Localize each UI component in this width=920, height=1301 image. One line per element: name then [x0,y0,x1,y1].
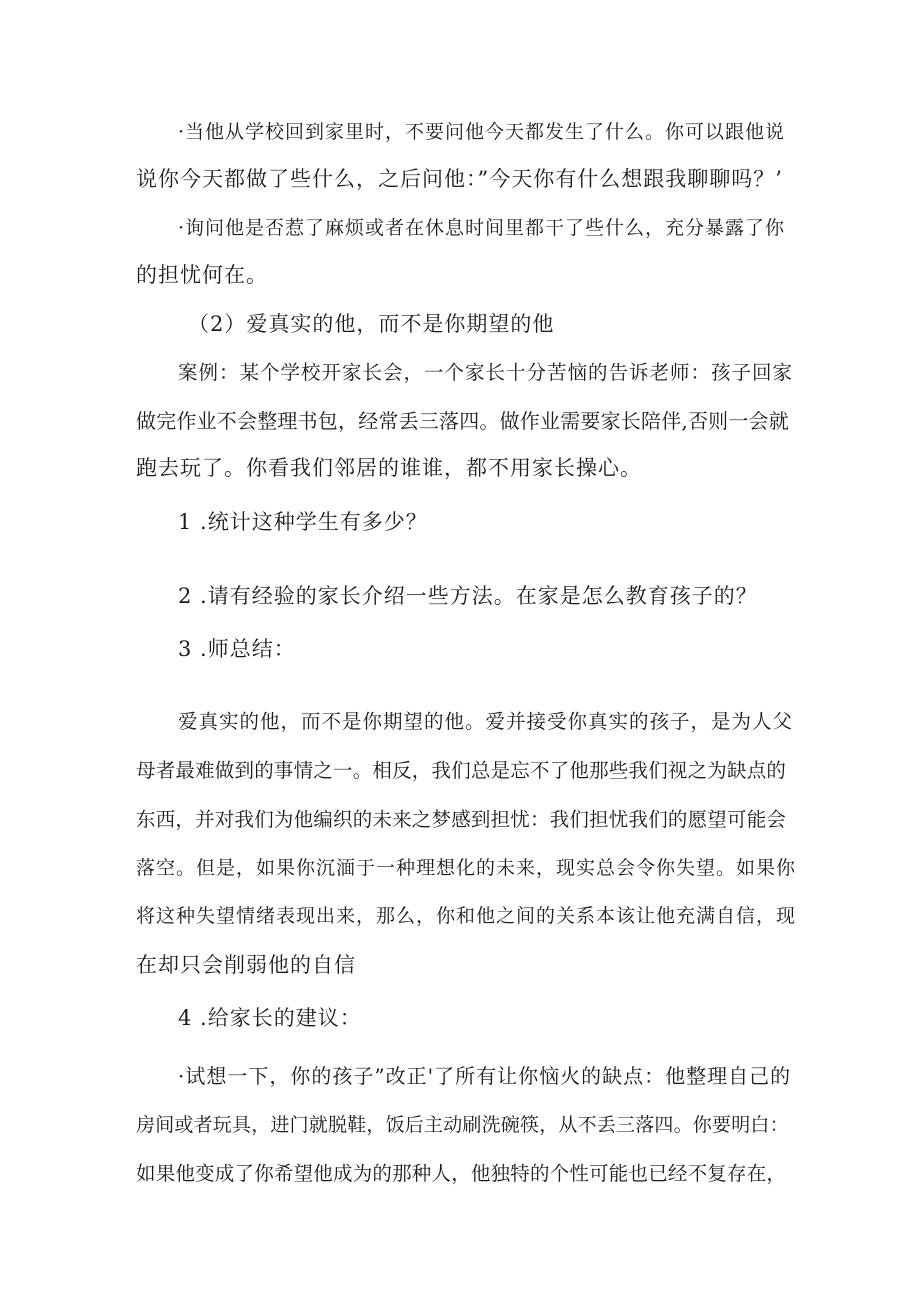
paragraph-line: 做完作业不会整理书包，经常丢三落四。做作业需要家长陪伴,否则一会就 [136,409,789,433]
list-item: 1 .统计这种学生有多少？ [178,510,428,534]
paragraph-line: 跑去玩了。你看我们邻居的谁谁，都不用家长操心。 [136,456,642,480]
paragraph-line: ·当他从学校回到家里时，不要问他今天都发生了什么。你可以跟他说 [178,121,786,143]
paragraph-line: 房间或者玩具，进门就脱鞋，饭后主动刷洗碗筷，从不丢三落四。你要明白： [136,1114,789,1136]
section-heading: （2）爱真实的他，而不是你期望的他 [188,312,555,336]
list-item: 4 .给家长的建议： [178,1006,362,1030]
paragraph-line: 东西，并对我们为他编织的未来之梦感到担忧：我们担忧我们的愿望可能会 [136,808,787,831]
paragraph-line: ·试想一下，你的孩子”改正'了所有让你恼火的缺点：他整理自己的 [178,1064,792,1088]
paragraph-line: 案例：某个学校开家长会，一个家长十分苦恼的告诉老师：孩子回家 [178,361,794,384]
paragraph-line: ·询问他是否惹了麻烦或者在休息时间里都干了些什么，充分暴露了你 [178,217,786,239]
paragraph-line: 在却只会削弱他的自信 [136,953,356,977]
paragraph-line: 落空。但是，如果你沉湎于一种理想化的未来，现实总会令你失望。如果你 [136,857,797,879]
paragraph-line: 母者最难做到的事情之一。相反，我们总是忘不了他那些我们视之为缺点的 [136,759,787,782]
paragraph-line: 的担忧何在。 [136,263,268,287]
paragraph-line: 说你今天都做了些什么，之后问他：”今天你有什么想跟我聊聊吗？’ [136,167,783,191]
list-item: 2 .请有经验的家长介绍一些方法。在家是怎么教育孩子的？ [178,584,758,608]
list-item: 3 .师总结： [178,637,296,661]
paragraph-line: 爱真实的他，而不是你期望的他。爱并接受你真实的孩子，是为人父 [178,710,794,733]
paragraph-line: 将这种失望情绪表现出来，那么，你和他之间的关系本该让他充满自信，现 [136,905,797,927]
paragraph-line: 如果他变成了你希望他成为的那种人，他独特的个性可能也已经不复存在， [136,1162,787,1185]
